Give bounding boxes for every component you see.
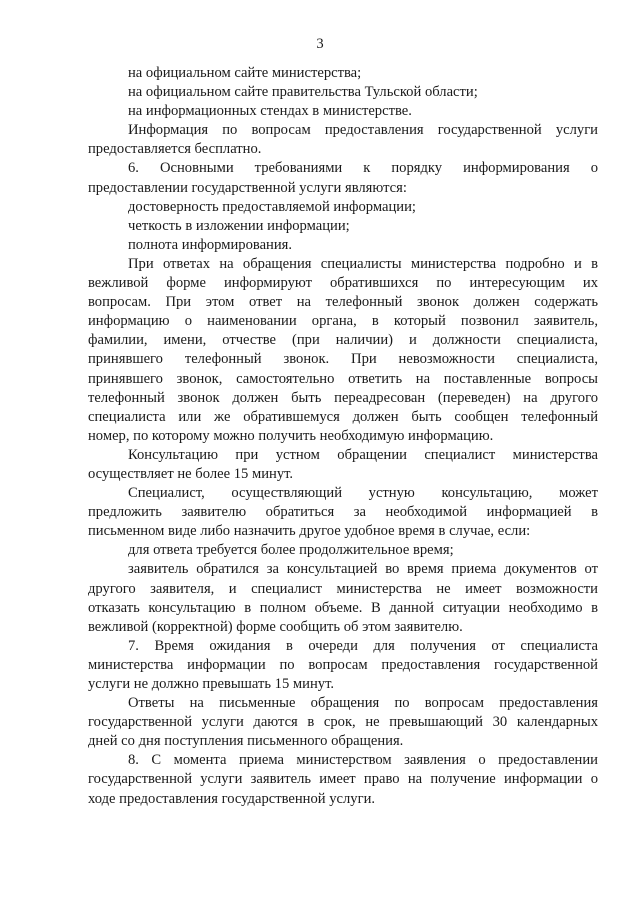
text-line: на официальном сайте министерства; bbox=[128, 65, 362, 81]
text-line: услуги не должно превышать 15 минут. bbox=[88, 676, 335, 692]
text-line: принявшего телефонный звонок. При невозможности специалиста, bbox=[88, 351, 598, 368]
text-line: вопросам. При этом ответ на телефонный звонок должен содержать bbox=[88, 294, 598, 311]
text-line: отказать консультацию в полном объеме. В данной ситуации необходимо в bbox=[88, 599, 598, 616]
text-line: предоставлении государственной услуги являются: bbox=[88, 179, 407, 196]
text-line: дней со дня поступления письменного обращения. bbox=[88, 733, 404, 750]
text-line: ходе предоставления государственной услуги. bbox=[88, 790, 376, 807]
text-line: 6. Основными требованиями к порядку информирования о bbox=[128, 160, 598, 177]
text-line: фамилии, имени, отчестве (при наличии) и должности специалиста, bbox=[88, 332, 598, 349]
text-line: письменном виде либо назначить другое удобное время в случае, если: bbox=[88, 523, 531, 540]
document-body bbox=[88, 64, 598, 809]
page-number: 3 bbox=[316, 36, 324, 52]
text-line: специалиста или же обратившемуся должен быть сообщен телефонный bbox=[88, 408, 598, 425]
text-line: предложить заявителю обратиться за необходимой информацией в bbox=[88, 504, 598, 521]
text-line: вежливой (корректной) форме сообщить об этом заявителю. bbox=[88, 618, 463, 635]
text-line: полнота информирования. bbox=[128, 236, 293, 253]
text-line: заявитель обратился за консультацией во время приема документов от bbox=[128, 561, 598, 578]
text-line: достоверность предоставляемой информации; bbox=[128, 198, 416, 215]
text-line: принявшего звонок, самостоятельно ответить на поставленные вопросы bbox=[88, 370, 598, 387]
text-line: Специалист, осуществляющий устную консультацию, может bbox=[128, 485, 598, 502]
text-line: государственной услуги даются в срок, не превышающий 30 календарных bbox=[88, 714, 598, 731]
text-line: вежливой форме информируют обратившихся по интересующим их bbox=[88, 275, 598, 292]
text-line: министерства информации по вопросам предоставления государственной bbox=[88, 656, 598, 673]
text-line: осуществляет не более 15 минут. bbox=[88, 465, 294, 482]
text-line: на официальном сайте правительства Тульской области; bbox=[128, 84, 478, 101]
text-line: Информация по вопросам предоставления государственной услуги bbox=[128, 122, 598, 139]
text-line: предоставляется бесплатно. bbox=[88, 141, 262, 158]
text-line: четкость в изложении информации; bbox=[128, 217, 350, 234]
text-line: телефонный звонок должен быть переадресован (переведен) на другого bbox=[88, 389, 598, 406]
text-line: государственной услуги заявитель имеет право на получение информации о bbox=[88, 771, 598, 788]
text-line: Ответы на письменные обращения по вопросам предоставления bbox=[128, 695, 598, 712]
text-line: другого заявителя, и специалист министерства не имеет возможности bbox=[88, 580, 598, 597]
text-line: 8. С момента приема министерством заявления о предоставлении bbox=[128, 752, 598, 769]
text-line: номер, по которому можно получить необходимую информацию. bbox=[88, 427, 494, 444]
text-line: информацию о наименовании органа, в который позвонил заявитель, bbox=[88, 313, 598, 330]
text-line: При ответах на обращения специалисты министерства подробно и в bbox=[128, 255, 598, 272]
text-line: Консультацию при устном обращении специалист министерства bbox=[128, 446, 598, 463]
text-line: на информационных стендах в министерстве. bbox=[128, 103, 412, 120]
text-line: для ответа требуется более продолжительное время; bbox=[128, 542, 454, 559]
text-line: 7. Время ожидания в очереди для получения от специалиста bbox=[128, 637, 598, 654]
